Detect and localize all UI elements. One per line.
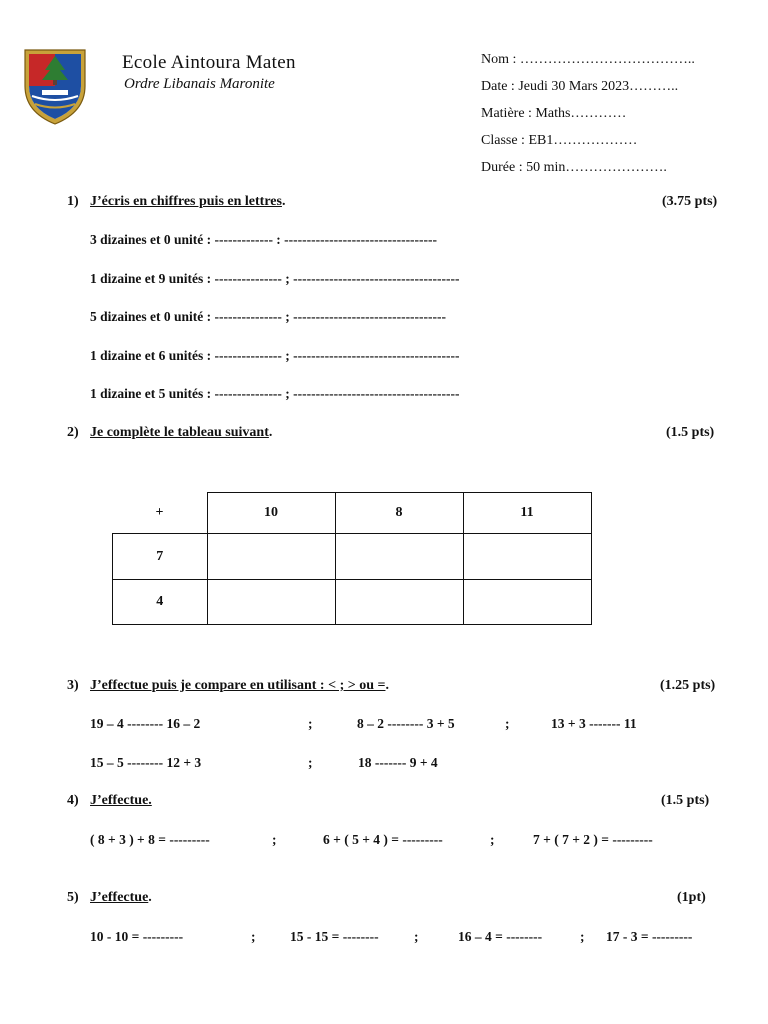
q5-item: 17 - 3 = ---------	[606, 929, 693, 944]
q1-number: 1)	[67, 194, 79, 209]
q3-item: 8 – 2 -------- 3 + 5	[357, 716, 455, 731]
table-col-header: 11	[463, 493, 591, 534]
table-col-header: 10	[207, 493, 335, 534]
q1-points: (3.75 pts)	[662, 194, 718, 209]
q3-item: 13 + 3 ------- 11	[551, 716, 637, 731]
table-answer-cell[interactable]	[463, 534, 591, 580]
q3-points: (1.25 pts)	[660, 678, 716, 693]
q5-separator: ;	[580, 929, 585, 944]
q5-item: 16 – 4 = --------	[458, 929, 543, 944]
q4-item: ( 8 + 3 ) + 8 = ---------	[90, 832, 210, 847]
table-answer-cell[interactable]	[207, 580, 335, 625]
q2-number: 2)	[67, 425, 79, 440]
q1-line: 1 dizaine et 9 unités : --------------- ; -------------------------------------	[90, 271, 460, 286]
q5-separator: ;	[414, 929, 419, 944]
table-row-header: 7	[113, 534, 208, 580]
school-name: Ecole Aintoura Maten	[122, 52, 296, 73]
q3-item: 15 – 5 -------- 12 + 3	[90, 755, 202, 770]
q1-line: 3 dizaines et 0 unité : ------------- : ----------------------------------	[90, 232, 438, 247]
q3-item: 19 – 4 -------- 16 – 2	[90, 716, 201, 731]
table-answer-cell[interactable]	[207, 534, 335, 580]
q5-separator: ;	[251, 929, 256, 944]
q3-number: 3)	[67, 678, 79, 693]
q5-points: (1pt)	[677, 890, 706, 905]
q4-points: (1.5 pts)	[661, 793, 710, 808]
info-date: Date : Jeudi 30 Mars 2023………..	[481, 79, 679, 94]
q1-line: 1 dizaine et 6 unités : --------------- ; -------------------------------------	[90, 348, 460, 363]
q2-title: Je complète le tableau suivant.	[90, 425, 273, 440]
q5-item: 15 - 15 = --------	[290, 929, 379, 944]
table-row-header: 4	[113, 580, 208, 625]
q4-number: 4)	[67, 793, 79, 808]
q4-item: 7 + ( 7 + 2 ) = ---------	[533, 832, 653, 847]
table-col-header: 8	[335, 493, 463, 534]
q2-points: (1.5 pts)	[666, 425, 715, 440]
q3-item: 18 ------- 9 + 4	[358, 755, 438, 770]
table-answer-cell[interactable]	[463, 580, 591, 625]
q1-title: J’écris en chiffres puis en lettres.	[90, 194, 286, 209]
table-answer-cell[interactable]	[335, 534, 463, 580]
q3-separator: ;	[308, 755, 313, 770]
school-subtitle: Ordre Libanais Maronite	[124, 76, 275, 92]
q3-separator: ;	[308, 716, 313, 731]
info-duration: Durée : 50 min………………….	[481, 160, 667, 175]
q4-item: 6 + ( 5 + 4 ) = ---------	[323, 832, 443, 847]
q3-title: J’effectue puis je compare en utilisant : < ; > ou =.	[90, 678, 389, 693]
q1-line: 1 dizaine et 5 unités : --------------- ; -------------------------------------	[90, 386, 460, 401]
q5-number: 5)	[67, 890, 79, 905]
table-answer-cell[interactable]	[335, 580, 463, 625]
q4-separator: ;	[490, 832, 495, 847]
q5-title: J’effectue.	[90, 890, 152, 905]
table-corner: +	[113, 493, 208, 534]
q5-item: 10 - 10 = ---------	[90, 929, 184, 944]
info-subject: Matière : Maths…………	[481, 106, 627, 121]
q3-separator: ;	[505, 716, 510, 731]
q4-title: J’effectue.	[90, 793, 152, 808]
q4-separator: ;	[272, 832, 277, 847]
info-class: Classe : EB1………………	[481, 133, 638, 148]
school-logo	[20, 46, 90, 126]
info-name: Nom : ………………………………..	[481, 52, 695, 67]
addition-table	[112, 492, 592, 625]
q1-line: 5 dizaines et 0 unité : --------------- ; ----------------------------------	[90, 309, 447, 324]
